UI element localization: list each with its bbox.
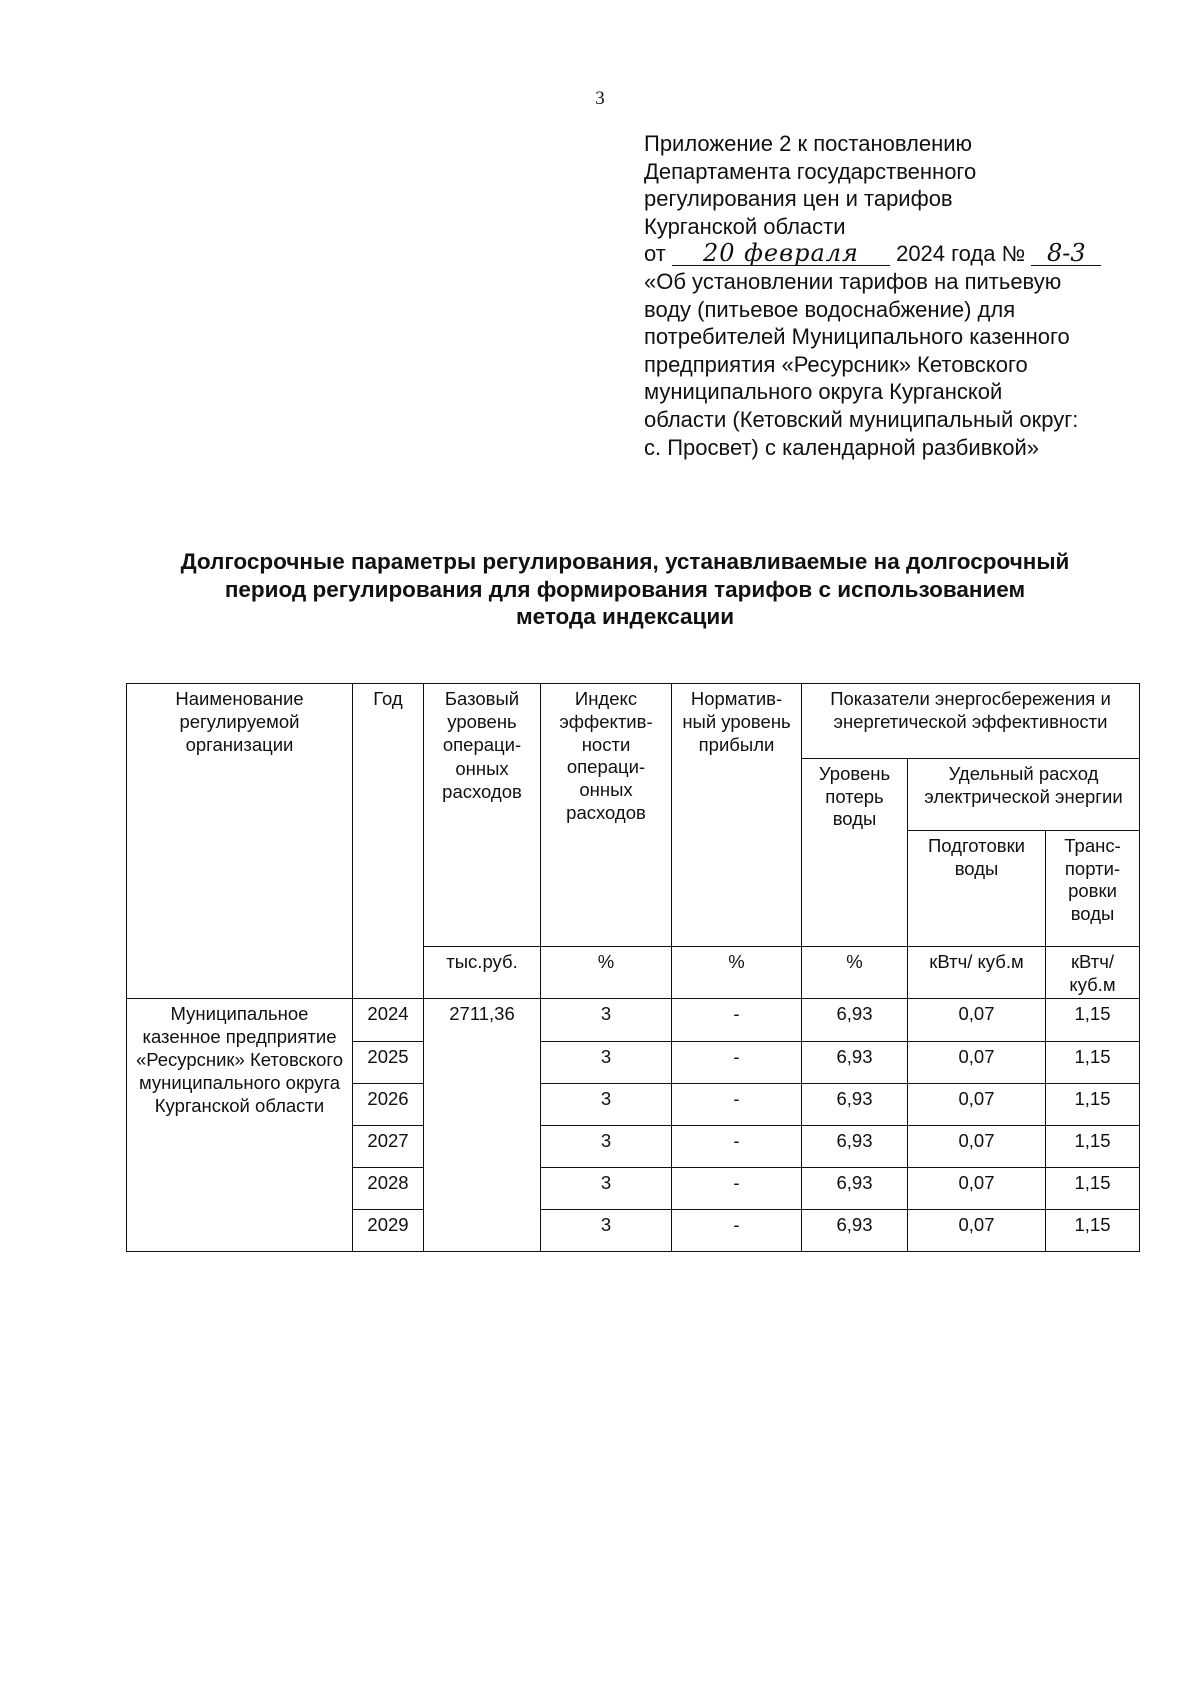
appendix-line: Департамента государственного (644, 158, 977, 184)
handwritten-number: 8-3 (1031, 241, 1101, 266)
appendix-line: предприятия «Ресурсник» Кетовского (644, 351, 1028, 377)
appendix-line: с. Просвет) с календарной разбивкой» (644, 434, 1040, 460)
appendix-line: потребителей Муниципального казенного (644, 324, 1070, 350)
cell-prep: 0,07 (908, 1168, 1046, 1210)
cell-index: 3 (541, 1084, 672, 1126)
header-organization: Наименование регулируемой организации (127, 684, 353, 947)
cell-transport: 1,15 (1046, 1084, 1140, 1126)
page-number: 3 (595, 88, 605, 109)
cell-year: 2027 (353, 1126, 424, 1168)
header-base-level-bottom: онных расходов (424, 758, 541, 946)
header-efficiency-index: Индекс эффектив-ности операци-онных расходов (541, 684, 672, 947)
header-water-losses: Уровень потерь воды (802, 758, 908, 946)
cell-norm: - (672, 1126, 802, 1168)
cell-index: 3 (541, 1168, 672, 1210)
document-title (130, 548, 1120, 631)
cell-index: 3 (541, 1210, 672, 1252)
header-year: Год (353, 684, 424, 999)
cell-prep: 0,07 (908, 1210, 1046, 1252)
cell-prep: 0,07 (908, 999, 1046, 1042)
table-row (127, 999, 1140, 1042)
cell-year: 2029 (353, 1210, 424, 1252)
appendix-date-line (644, 240, 1164, 268)
units-organization-empty (127, 946, 353, 999)
title-line: Долгосрочные параметры регулирования, устанавливаемые на долгосрочный (180, 549, 1070, 574)
cell-index: 3 (541, 999, 672, 1042)
cell-prep: 0,07 (908, 1042, 1046, 1084)
appendix-line: воду (питьевое водоснабжение) для (644, 296, 1016, 322)
parameters-table (126, 683, 1140, 1252)
title-line: период регулирования для формирования тарифов с использованием (224, 576, 1026, 602)
cell-transport: 1,15 (1046, 1168, 1140, 1210)
cell-prep: 0,07 (908, 1126, 1046, 1168)
cell-norm: - (672, 1168, 802, 1210)
unit-water-transport: кВтч/ куб.м (1046, 946, 1140, 999)
header-water-preparation: Подготовки воды (908, 830, 1046, 946)
appendix-line: Курганской области (644, 213, 846, 239)
unit-base-level: тыс.руб. (424, 946, 541, 999)
cell-losses: 6,93 (802, 1042, 908, 1084)
header-normative-profit: Норматив-ный уровень прибыли (672, 684, 802, 947)
cell-base-value: 2711,36 (424, 999, 541, 1252)
cell-year: 2026 (353, 1084, 424, 1126)
appendix-line: регулирования цен и тарифов (644, 186, 953, 212)
title-line: метода индексации (515, 604, 735, 629)
cell-transport: 1,15 (1046, 999, 1140, 1042)
cell-prep: 0,07 (908, 1084, 1046, 1126)
cell-norm: - (672, 1210, 802, 1252)
cell-transport: 1,15 (1046, 1210, 1140, 1252)
cell-year: 2024 (353, 999, 424, 1042)
cell-losses: 6,93 (802, 1084, 908, 1126)
date-prefix: от (644, 241, 666, 267)
appendix-line: Приложение 2 к постановлению (644, 131, 973, 156)
cell-losses: 6,93 (802, 1126, 908, 1168)
date-year: 2024 года № (896, 241, 1026, 267)
cell-transport: 1,15 (1046, 1126, 1140, 1168)
cell-transport: 1,15 (1046, 1042, 1140, 1084)
cell-losses: 6,93 (802, 999, 908, 1042)
appendix-block (644, 130, 1164, 461)
header-energy-group: Показатели энергосбережения и энергетической эффективности (802, 684, 1140, 759)
header-specific-consumption: Удельный расход электрической энергии (908, 758, 1140, 830)
unit-efficiency-index: % (541, 946, 672, 999)
appendix-line: муниципального округа Курганской (644, 379, 1003, 405)
appendix-line: «Об установлении тарифов на питьевую (644, 268, 1062, 294)
cell-year: 2025 (353, 1042, 424, 1084)
header-base-level-top: Базовый уровень операци- (424, 684, 541, 759)
unit-normative-profit: % (672, 946, 802, 999)
cell-losses: 6,93 (802, 1168, 908, 1210)
unit-water-preparation: кВтч/ куб.м (908, 946, 1046, 999)
cell-year: 2028 (353, 1168, 424, 1210)
appendix-line: области (Кетовский муниципальный округ: (644, 406, 1079, 432)
cell-norm: - (672, 1042, 802, 1084)
cell-norm: - (672, 999, 802, 1042)
header-water-transport: Транс-порти-ровки воды (1046, 830, 1140, 946)
handwritten-date: 20 февраля (672, 241, 890, 266)
cell-index: 3 (541, 1126, 672, 1168)
cell-index: 3 (541, 1042, 672, 1084)
organization-name: Муниципальное казенное предприятие «Ресурсник» Кетовского муниципального округа Курганской области (127, 999, 353, 1252)
unit-water-losses: % (802, 946, 908, 999)
cell-norm: - (672, 1084, 802, 1126)
cell-losses: 6,93 (802, 1210, 908, 1252)
